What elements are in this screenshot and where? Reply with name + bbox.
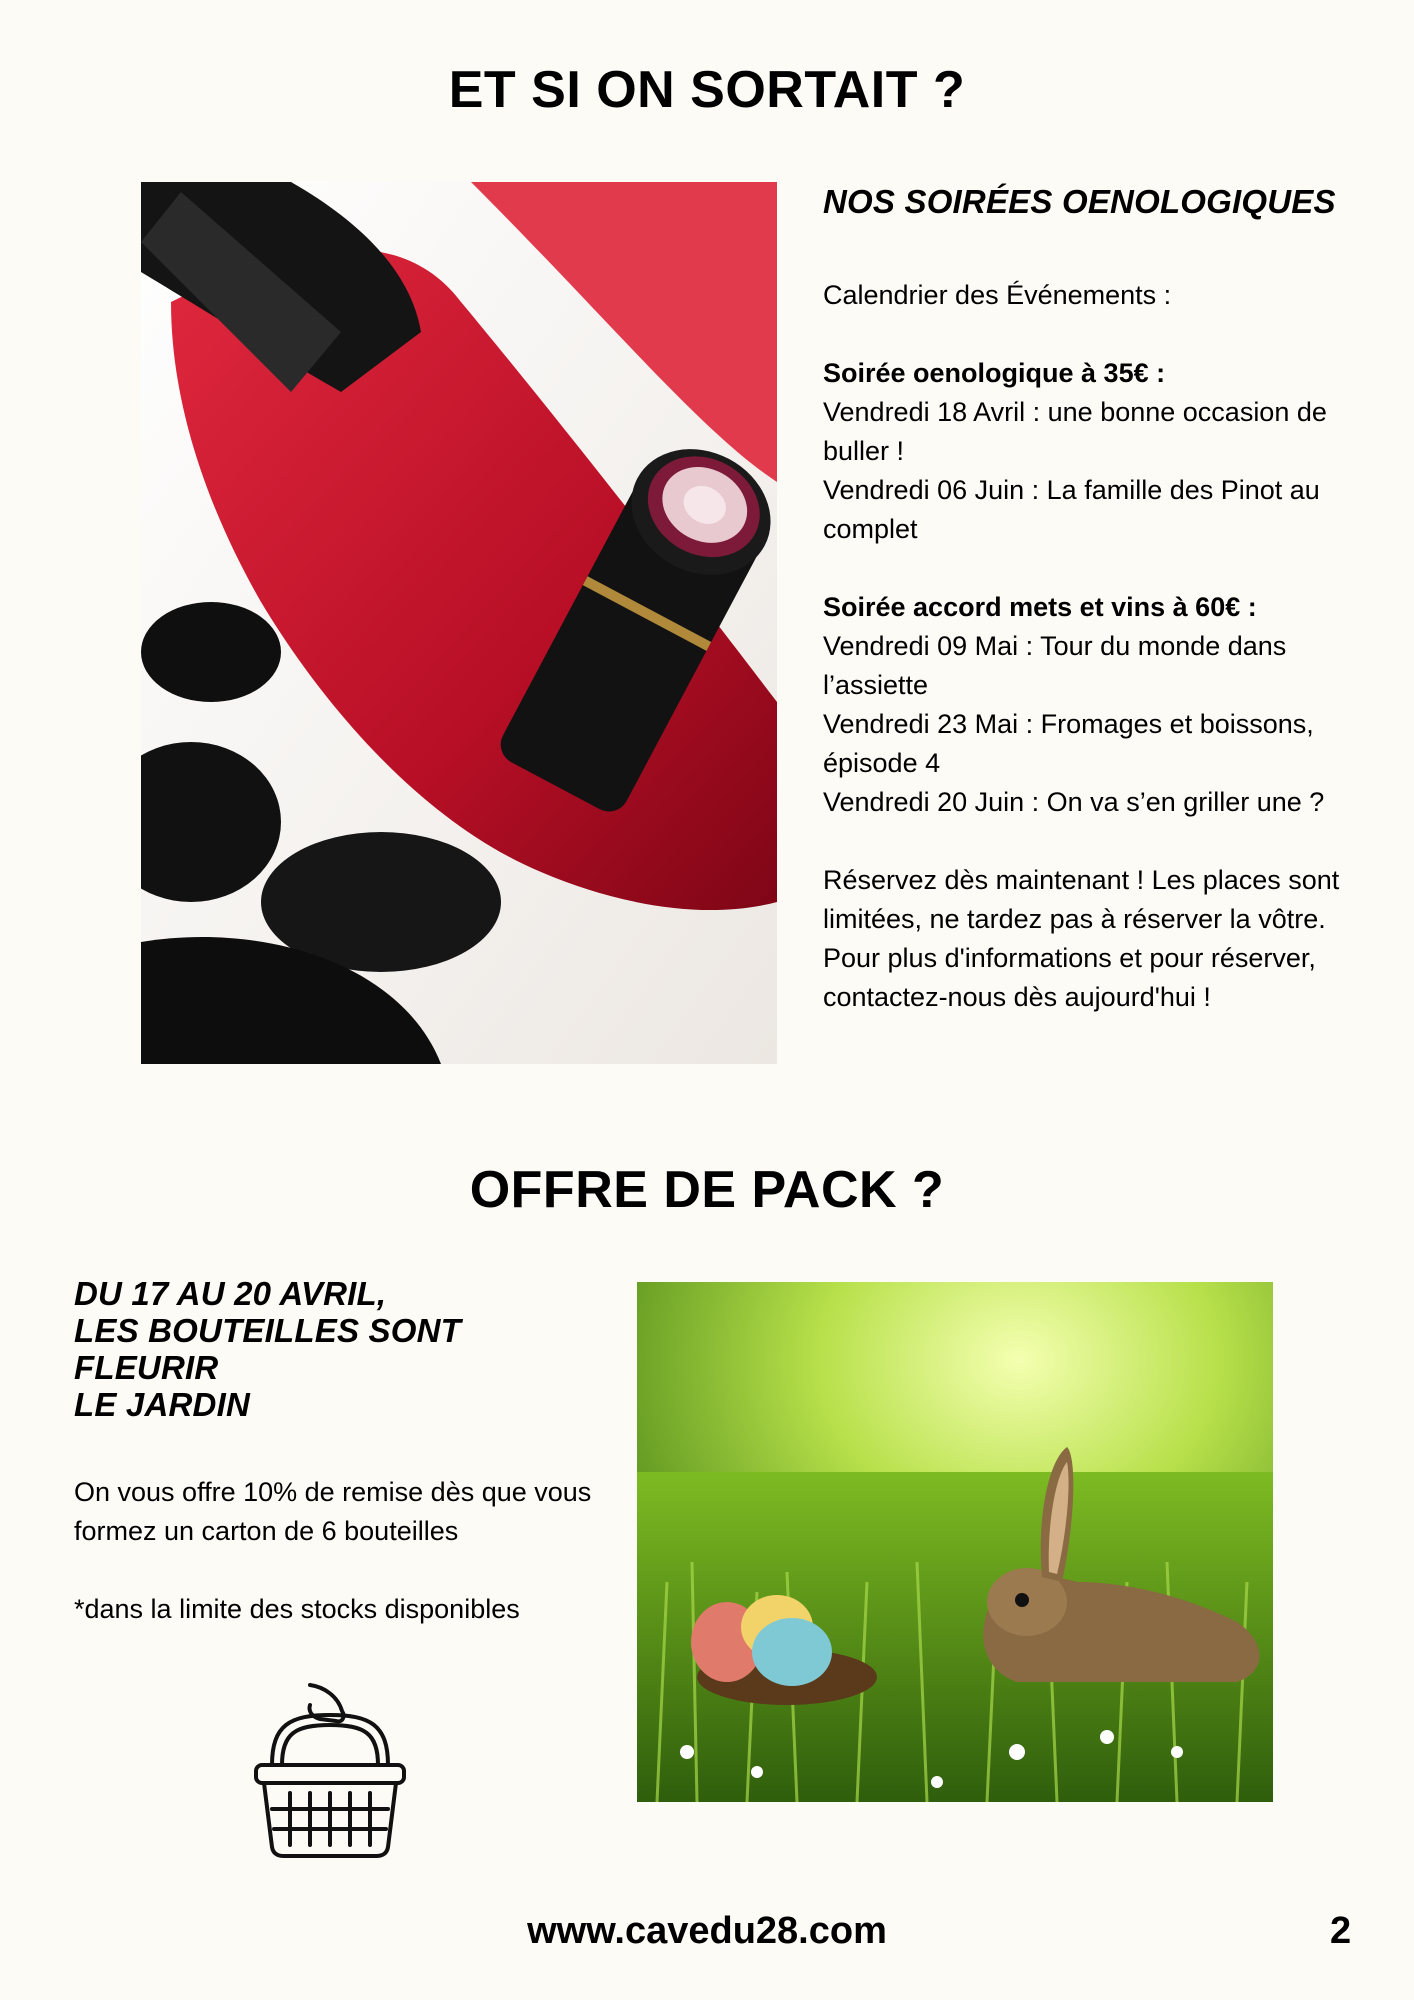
subtitle-line: LES BOUTEILLES SONT FLEURIR xyxy=(74,1312,461,1386)
events-subtitle: NOS SOIRÉES OENOLOGIQUES xyxy=(823,183,1336,220)
basket-icon xyxy=(250,1675,410,1860)
event-item: Vendredi 20 Juin : On va s’en griller une ? xyxy=(823,787,1325,817)
event-item: Vendredi 09 Mai : Tour du monde dans l’assiette xyxy=(823,631,1287,700)
tasting-evening-heading: Soirée oenologique à 35€ : xyxy=(823,358,1166,388)
pack-offer-column xyxy=(74,1275,614,1629)
pack-offer-subtitle xyxy=(74,1275,614,1423)
event-item: Vendredi 18 Avril : une bonne occasion de buller ! xyxy=(823,397,1327,466)
subtitle-line: LE JARDIN xyxy=(74,1386,250,1423)
booking-paragraph: Réservez dès maintenant ! Les places sont limitées, ne tardez pas à réserver la vôtre. Pour plus d'informations et pour réserver, contactez-nous dès aujourd'hui ! xyxy=(823,865,1340,1012)
page-title-outings: ET SI ON SORTAIT ? xyxy=(448,61,966,119)
calendar-label: Calendrier des Événements : xyxy=(823,280,1172,310)
pairing-evening-heading: Soirée accord mets et vins à 60€ : xyxy=(823,592,1257,622)
pack-offer-title: OFFRE DE PACK ? xyxy=(469,1161,945,1219)
wine-bottles-photo xyxy=(141,182,777,1064)
subtitle-line: DU 17 AU 20 AVRIL, xyxy=(74,1275,387,1312)
event-item: Vendredi 23 Mai : Fromages et boissons, épisode 4 xyxy=(823,709,1314,778)
website-link[interactable]: www.cavedu28.com xyxy=(527,1910,887,1952)
stock-note: *dans la limite des stocks disponibles xyxy=(74,1594,520,1624)
events-column xyxy=(823,175,1383,1017)
event-item: Vendredi 06 Juin : La famille des Pinot au complet xyxy=(823,475,1320,544)
offer-text: On vous offre 10% de remise dès que vous formez un carton de 6 bouteilles xyxy=(74,1477,592,1546)
page-number: 2 xyxy=(1330,1910,1352,1952)
easter-bunny-photo xyxy=(637,1282,1273,1802)
